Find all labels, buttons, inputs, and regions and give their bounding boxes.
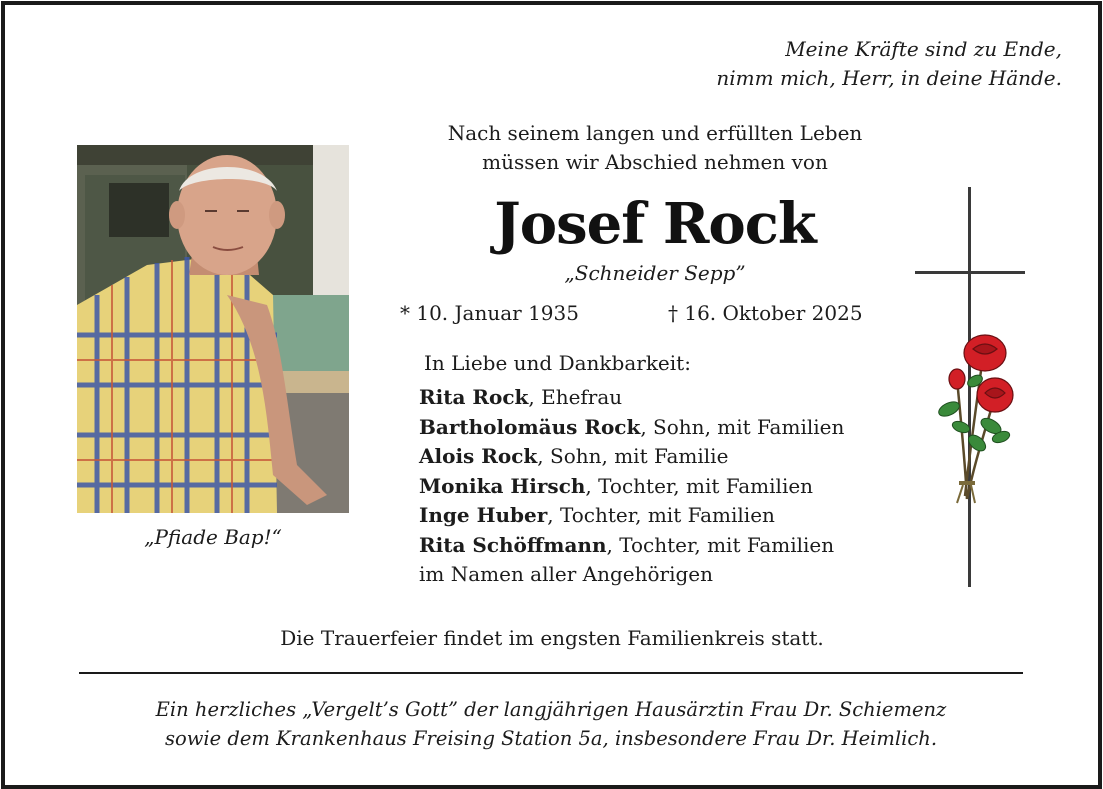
- deceased-name: Josef Rock: [494, 191, 816, 257]
- mourner-name: Rita Schöffmann: [419, 532, 607, 557]
- mourner-name: Inge Huber: [419, 503, 548, 527]
- gratitude-line-1: Ein herzliches „Vergelt’s Gott” der langjährigen Hausärztin Frau Dr. Schiemenz: [155, 698, 947, 721]
- portrait-photo: [77, 145, 349, 513]
- mourner-entry: [419, 501, 844, 531]
- mourner-relation: , Tochter, mit Familien: [606, 532, 835, 557]
- mourner-name: Alois Rock: [419, 444, 538, 468]
- mourner-name: Monika Hirsch: [419, 473, 586, 498]
- gratitude-note: [65, 695, 1037, 753]
- death-date: † 16. Oktober 2025: [668, 301, 863, 325]
- photo-caption: „Pfiade Bap!“: [144, 525, 282, 549]
- mourner-entry: [419, 531, 844, 561]
- intro-line-2: müssen wir Abschied nehmen von: [482, 150, 828, 174]
- mourner-relation: , Tochter, mit Familien: [547, 503, 775, 527]
- mourner-entry: [419, 413, 844, 443]
- mourners-closing: im Namen aller Angehörigen: [419, 562, 714, 586]
- mourner-entry: [419, 383, 844, 413]
- mourner-name: Rita Rock: [419, 385, 529, 409]
- mourners-list: [419, 383, 844, 590]
- mourner-entry: [419, 442, 844, 472]
- mourner-relation: , Ehefrau: [528, 385, 623, 409]
- motto: [716, 35, 1062, 93]
- motto-line-2: nimm mich, Herr, in deine Hände.: [716, 66, 1062, 90]
- ceremony-note: Die Trauerfeier findet im engsten Familienkreis statt.: [280, 626, 824, 650]
- mourner-relation: , Tochter, mit Familien: [585, 473, 814, 498]
- deceased-nickname: „Schneider Sepp”: [564, 261, 746, 285]
- mourner-relation: , Sohn, mit Familie: [537, 444, 729, 468]
- obituary-notice: [1, 1, 1102, 789]
- birth-date: * 10. Januar 1935: [400, 301, 579, 325]
- mourner-name: Bartholomäus Rock: [419, 414, 641, 439]
- mourner-entry: [419, 472, 844, 502]
- mourner-relation: , Sohn, mit Familien: [640, 414, 845, 439]
- mourners-label: In Liebe und Dankbarkeit:: [424, 351, 691, 375]
- cross-with-roses-icon: [905, 181, 1035, 591]
- motto-line-1: Meine Kräfte sind zu Ende,: [785, 37, 1062, 61]
- intro-text: [335, 119, 975, 177]
- divider: [79, 672, 1023, 674]
- intro-line-1: Nach seinem langen und erfüllten Leben: [447, 121, 863, 145]
- portrait-illustration: [77, 145, 349, 513]
- gratitude-line-2: sowie dem Krankenhaus Freising Station 5a, insbesondere Frau Dr. Heimlich.: [164, 727, 938, 750]
